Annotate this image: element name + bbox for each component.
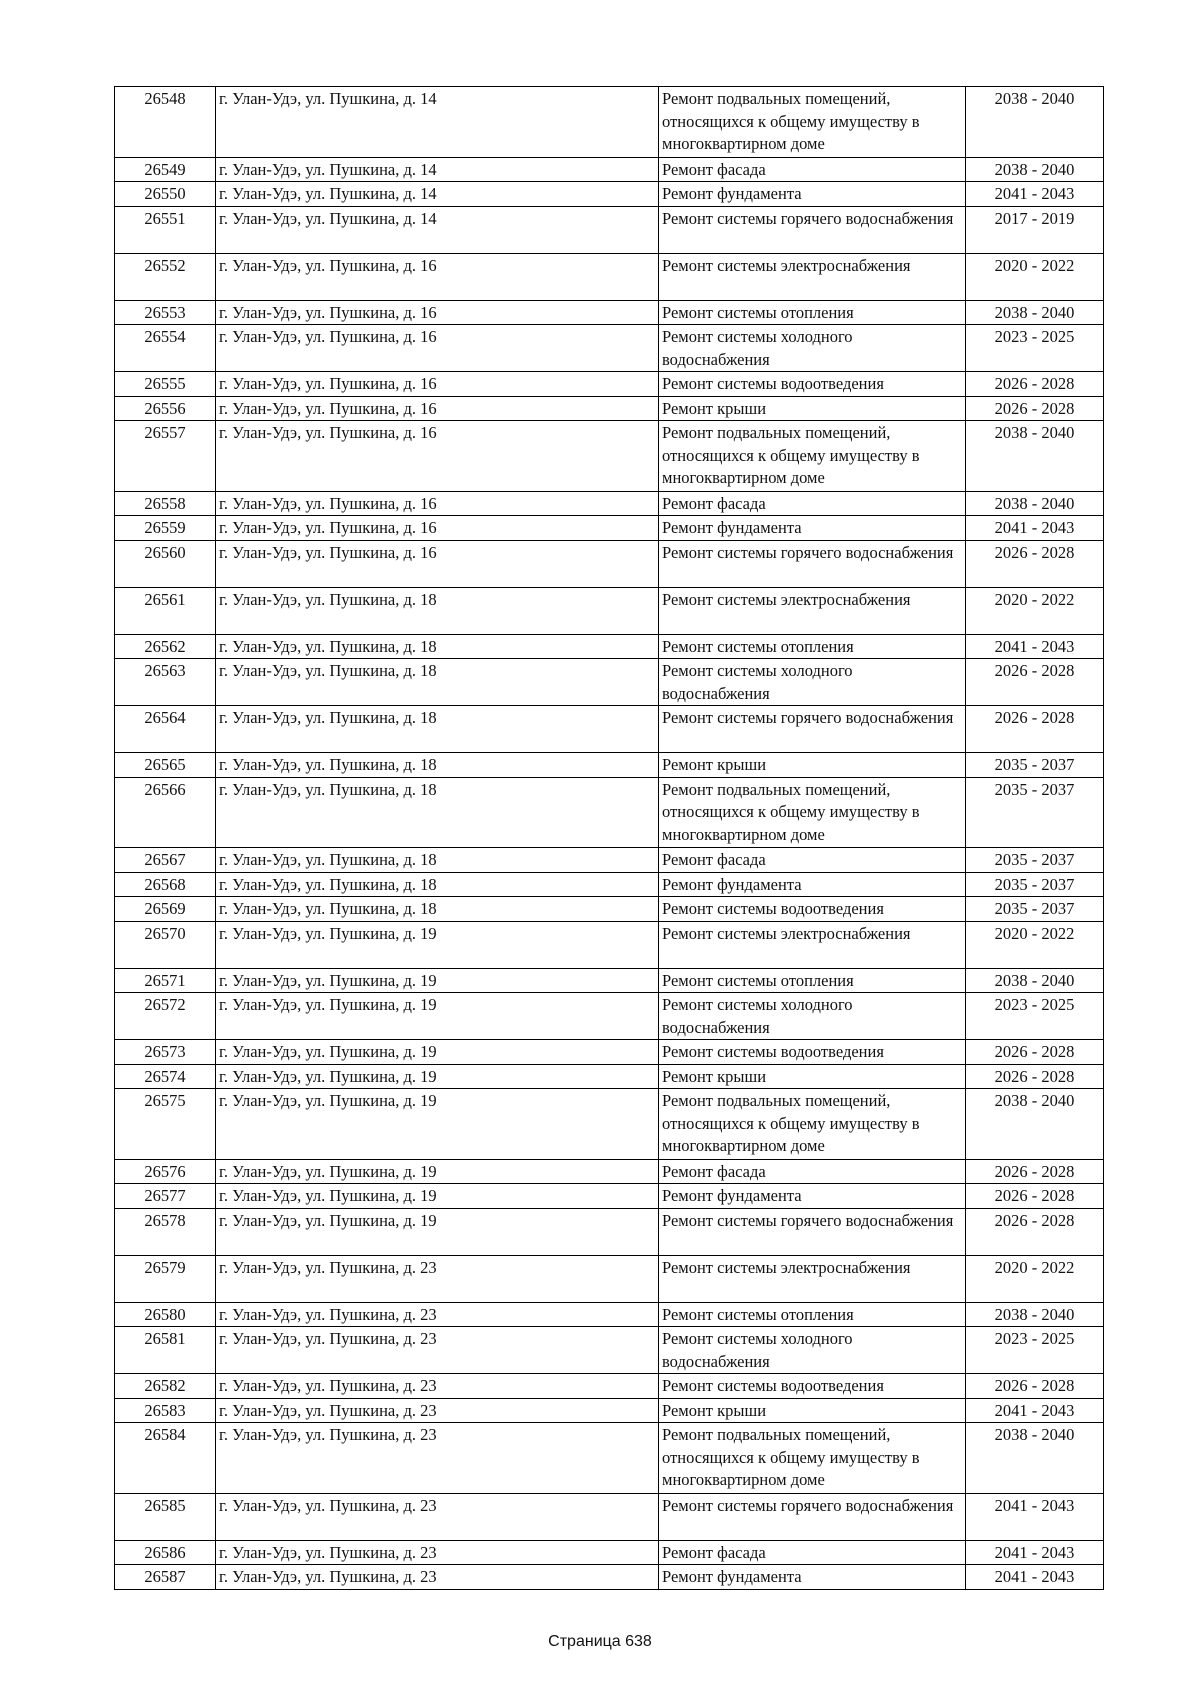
table-row <box>115 1089 1104 1160</box>
period-cell: 2038 - 2040 <box>966 1089 1104 1160</box>
table-row <box>115 1540 1104 1565</box>
table-row <box>115 421 1104 492</box>
object-id-cell: 26550 <box>115 182 216 207</box>
table-row <box>115 516 1104 541</box>
table-row <box>115 1493 1104 1540</box>
work-type-cell: Ремонт подвальных помещений, относящихся к общему имуществу в многоквартирном доме <box>659 777 966 848</box>
object-id-cell: 26571 <box>115 968 216 993</box>
address-cell: г. Улан-Удэ, ул. Пушкина, д. 23 <box>216 1374 659 1399</box>
object-id-cell: 26574 <box>115 1064 216 1089</box>
address-cell: г. Улан-Удэ, ул. Пушкина, д. 16 <box>216 396 659 421</box>
object-id-cell: 26566 <box>115 777 216 848</box>
address-cell: г. Улан-Удэ, ул. Пушкина, д. 16 <box>216 421 659 492</box>
period-cell: 2041 - 2043 <box>966 1398 1104 1423</box>
address-cell: г. Улан-Удэ, ул. Пушкина, д. 16 <box>216 372 659 397</box>
address-cell: г. Улан-Удэ, ул. Пушкина, д. 14 <box>216 182 659 207</box>
period-cell: 2038 - 2040 <box>966 300 1104 325</box>
table-row <box>115 921 1104 968</box>
work-type-cell: Ремонт крыши <box>659 753 966 778</box>
object-id-cell: 26556 <box>115 396 216 421</box>
period-cell: 2020 - 2022 <box>966 1255 1104 1302</box>
address-cell: г. Улан-Удэ, ул. Пушкина, д. 19 <box>216 1089 659 1160</box>
work-type-cell: Ремонт фундамента <box>659 1184 966 1209</box>
repair-schedule-table <box>114 86 1104 1590</box>
table-row <box>115 1255 1104 1302</box>
object-id-cell: 26570 <box>115 921 216 968</box>
address-cell: г. Улан-Удэ, ул. Пушкина, д. 23 <box>216 1398 659 1423</box>
address-cell: г. Улан-Удэ, ул. Пушкина, д. 16 <box>216 516 659 541</box>
object-id-cell: 26583 <box>115 1398 216 1423</box>
period-cell: 2041 - 2043 <box>966 516 1104 541</box>
object-id-cell: 26565 <box>115 753 216 778</box>
work-type-cell: Ремонт фасада <box>659 1159 966 1184</box>
period-cell: 2026 - 2028 <box>966 1184 1104 1209</box>
period-cell: 2026 - 2028 <box>966 1064 1104 1089</box>
work-type-cell: Ремонт системы электроснабжения <box>659 921 966 968</box>
table-row <box>115 1302 1104 1327</box>
address-cell: г. Улан-Удэ, ул. Пушкина, д. 18 <box>216 587 659 634</box>
object-id-cell: 26584 <box>115 1423 216 1494</box>
address-cell: г. Улан-Удэ, ул. Пушкина, д. 16 <box>216 253 659 300</box>
object-id-cell: 26552 <box>115 253 216 300</box>
work-type-cell: Ремонт системы холодного водоснабжения <box>659 993 966 1040</box>
address-cell: г. Улан-Удэ, ул. Пушкина, д. 16 <box>216 325 659 372</box>
address-cell: г. Улан-Удэ, ул. Пушкина, д. 23 <box>216 1255 659 1302</box>
object-id-cell: 26557 <box>115 421 216 492</box>
address-cell: г. Улан-Удэ, ул. Пушкина, д. 18 <box>216 753 659 778</box>
object-id-cell: 26560 <box>115 540 216 587</box>
table-row <box>115 897 1104 922</box>
work-type-cell: Ремонт системы отопления <box>659 968 966 993</box>
work-type-cell: Ремонт системы горячего водоснабжения <box>659 1208 966 1255</box>
address-cell: г. Улан-Удэ, ул. Пушкина, д. 18 <box>216 634 659 659</box>
period-cell: 2026 - 2028 <box>966 1374 1104 1399</box>
object-id-cell: 26585 <box>115 1493 216 1540</box>
work-type-cell: Ремонт крыши <box>659 1398 966 1423</box>
work-type-cell: Ремонт системы холодного водоснабжения <box>659 659 966 706</box>
work-type-cell: Ремонт крыши <box>659 396 966 421</box>
work-type-cell: Ремонт системы водоотведения <box>659 1374 966 1399</box>
table-row <box>115 777 1104 848</box>
table-row <box>115 182 1104 207</box>
table-row <box>115 1208 1104 1255</box>
address-cell: г. Улан-Удэ, ул. Пушкина, д. 23 <box>216 1540 659 1565</box>
address-cell: г. Улан-Удэ, ул. Пушкина, д. 16 <box>216 540 659 587</box>
address-cell: г. Улан-Удэ, ул. Пушкина, д. 19 <box>216 1184 659 1209</box>
work-type-cell: Ремонт фасада <box>659 848 966 873</box>
period-cell: 2041 - 2043 <box>966 1493 1104 1540</box>
table-row <box>115 587 1104 634</box>
table-row <box>115 1064 1104 1089</box>
table-row <box>115 372 1104 397</box>
period-cell: 2020 - 2022 <box>966 253 1104 300</box>
work-type-cell: Ремонт системы горячего водоснабжения <box>659 1493 966 1540</box>
object-id-cell: 26548 <box>115 87 216 158</box>
work-type-cell: Ремонт фасада <box>659 491 966 516</box>
page-number: Страница 638 <box>548 1633 652 1650</box>
table-row <box>115 659 1104 706</box>
object-id-cell: 26554 <box>115 325 216 372</box>
address-cell: г. Улан-Удэ, ул. Пушкина, д. 23 <box>216 1327 659 1374</box>
table-row <box>115 1040 1104 1065</box>
work-type-cell: Ремонт системы горячего водоснабжения <box>659 540 966 587</box>
object-id-cell: 26562 <box>115 634 216 659</box>
work-type-cell: Ремонт фундамента <box>659 516 966 541</box>
work-type-cell: Ремонт системы водоотведения <box>659 897 966 922</box>
work-type-cell: Ремонт системы отопления <box>659 300 966 325</box>
table-row <box>115 993 1104 1040</box>
period-cell: 2020 - 2022 <box>966 587 1104 634</box>
address-cell: г. Улан-Удэ, ул. Пушкина, д. 23 <box>216 1565 659 1590</box>
work-type-cell: Ремонт системы водоотведения <box>659 1040 966 1065</box>
table-row <box>115 87 1104 158</box>
object-id-cell: 26553 <box>115 300 216 325</box>
work-type-cell: Ремонт системы холодного водоснабжения <box>659 1327 966 1374</box>
period-cell: 2041 - 2043 <box>966 1565 1104 1590</box>
work-type-cell: Ремонт системы электроснабжения <box>659 587 966 634</box>
table-row <box>115 872 1104 897</box>
period-cell: 2026 - 2028 <box>966 1159 1104 1184</box>
work-type-cell: Ремонт фасада <box>659 157 966 182</box>
object-id-cell: 26569 <box>115 897 216 922</box>
period-cell: 2038 - 2040 <box>966 1302 1104 1327</box>
address-cell: г. Улан-Удэ, ул. Пушкина, д. 18 <box>216 659 659 706</box>
address-cell: г. Улан-Удэ, ул. Пушкина, д. 18 <box>216 848 659 873</box>
period-cell: 2026 - 2028 <box>966 659 1104 706</box>
work-type-cell: Ремонт подвальных помещений, относящихся к общему имуществу в многоквартирном доме <box>659 1423 966 1494</box>
object-id-cell: 26563 <box>115 659 216 706</box>
object-id-cell: 26567 <box>115 848 216 873</box>
work-type-cell: Ремонт системы горячего водоснабжения <box>659 706 966 753</box>
table-row <box>115 1327 1104 1374</box>
period-cell: 2026 - 2028 <box>966 372 1104 397</box>
period-cell: 2038 - 2040 <box>966 421 1104 492</box>
object-id-cell: 26572 <box>115 993 216 1040</box>
period-cell: 2041 - 2043 <box>966 634 1104 659</box>
table-row <box>115 1423 1104 1494</box>
work-type-cell: Ремонт системы отопления <box>659 634 966 659</box>
period-cell: 2041 - 2043 <box>966 182 1104 207</box>
period-cell: 2035 - 2037 <box>966 753 1104 778</box>
table-row <box>115 325 1104 372</box>
period-cell: 2038 - 2040 <box>966 491 1104 516</box>
period-cell: 2035 - 2037 <box>966 848 1104 873</box>
object-id-cell: 26564 <box>115 706 216 753</box>
table-row <box>115 1159 1104 1184</box>
address-cell: г. Улан-Удэ, ул. Пушкина, д. 14 <box>216 206 659 253</box>
address-cell: г. Улан-Удэ, ул. Пушкина, д. 18 <box>216 897 659 922</box>
period-cell: 2026 - 2028 <box>966 706 1104 753</box>
table-row <box>115 753 1104 778</box>
object-id-cell: 26582 <box>115 1374 216 1399</box>
object-id-cell: 26568 <box>115 872 216 897</box>
work-type-cell: Ремонт системы электроснабжения <box>659 253 966 300</box>
address-cell: г. Улан-Удэ, ул. Пушкина, д. 18 <box>216 872 659 897</box>
period-cell: 2026 - 2028 <box>966 1040 1104 1065</box>
address-cell: г. Улан-Удэ, ул. Пушкина, д. 16 <box>216 491 659 516</box>
address-cell: г. Улан-Удэ, ул. Пушкина, д. 19 <box>216 1064 659 1089</box>
table-row <box>115 634 1104 659</box>
period-cell: 2038 - 2040 <box>966 87 1104 158</box>
table-row <box>115 540 1104 587</box>
period-cell: 2035 - 2037 <box>966 872 1104 897</box>
address-cell: г. Улан-Удэ, ул. Пушкина, д. 19 <box>216 1040 659 1065</box>
work-type-cell: Ремонт системы водоотведения <box>659 372 966 397</box>
address-cell: г. Улан-Удэ, ул. Пушкина, д. 19 <box>216 1159 659 1184</box>
object-id-cell: 26580 <box>115 1302 216 1327</box>
object-id-cell: 26561 <box>115 587 216 634</box>
work-type-cell: Ремонт системы холодного водоснабжения <box>659 325 966 372</box>
address-cell: г. Улан-Удэ, ул. Пушкина, д. 19 <box>216 921 659 968</box>
work-type-cell: Ремонт системы отопления <box>659 1302 966 1327</box>
table-row <box>115 253 1104 300</box>
object-id-cell: 26549 <box>115 157 216 182</box>
object-id-cell: 26551 <box>115 206 216 253</box>
work-type-cell: Ремонт крыши <box>659 1064 966 1089</box>
object-id-cell: 26576 <box>115 1159 216 1184</box>
period-cell: 2038 - 2040 <box>966 968 1104 993</box>
period-cell: 2020 - 2022 <box>966 921 1104 968</box>
work-type-cell: Ремонт подвальных помещений, относящихся к общему имуществу в многоквартирном доме <box>659 87 966 158</box>
address-cell: г. Улан-Удэ, ул. Пушкина, д. 14 <box>216 87 659 158</box>
period-cell: 2038 - 2040 <box>966 1423 1104 1494</box>
period-cell: 2026 - 2028 <box>966 396 1104 421</box>
object-id-cell: 26586 <box>115 1540 216 1565</box>
period-cell: 2023 - 2025 <box>966 325 1104 372</box>
period-cell: 2023 - 2025 <box>966 1327 1104 1374</box>
object-id-cell: 26555 <box>115 372 216 397</box>
object-id-cell: 26579 <box>115 1255 216 1302</box>
object-id-cell: 26558 <box>115 491 216 516</box>
table-row <box>115 706 1104 753</box>
address-cell: г. Улан-Удэ, ул. Пушкина, д. 16 <box>216 300 659 325</box>
work-type-cell: Ремонт фундамента <box>659 1565 966 1590</box>
object-id-cell: 26587 <box>115 1565 216 1590</box>
address-cell: г. Улан-Удэ, ул. Пушкина, д. 18 <box>216 706 659 753</box>
object-id-cell: 26581 <box>115 1327 216 1374</box>
object-id-cell: 26575 <box>115 1089 216 1160</box>
table-row <box>115 848 1104 873</box>
period-cell: 2035 - 2037 <box>966 897 1104 922</box>
period-cell: 2026 - 2028 <box>966 1208 1104 1255</box>
table-row <box>115 157 1104 182</box>
table-row <box>115 396 1104 421</box>
table-row <box>115 1184 1104 1209</box>
period-cell: 2026 - 2028 <box>966 540 1104 587</box>
work-type-cell: Ремонт фундамента <box>659 182 966 207</box>
object-id-cell: 26577 <box>115 1184 216 1209</box>
period-cell: 2023 - 2025 <box>966 993 1104 1040</box>
table-row <box>115 968 1104 993</box>
address-cell: г. Улан-Удэ, ул. Пушкина, д. 19 <box>216 1208 659 1255</box>
address-cell: г. Улан-Удэ, ул. Пушкина, д. 23 <box>216 1302 659 1327</box>
period-cell: 2017 - 2019 <box>966 206 1104 253</box>
work-type-cell: Ремонт подвальных помещений, относящихся к общему имуществу в многоквартирном доме <box>659 421 966 492</box>
object-id-cell: 26578 <box>115 1208 216 1255</box>
object-id-cell: 26573 <box>115 1040 216 1065</box>
table-row <box>115 491 1104 516</box>
work-type-cell: Ремонт фундамента <box>659 872 966 897</box>
table-row <box>115 206 1104 253</box>
table-row <box>115 1398 1104 1423</box>
address-cell: г. Улан-Удэ, ул. Пушкина, д. 18 <box>216 777 659 848</box>
period-cell: 2035 - 2037 <box>966 777 1104 848</box>
work-type-cell: Ремонт подвальных помещений, относящихся к общему имуществу в многоквартирном доме <box>659 1089 966 1160</box>
table-row <box>115 1565 1104 1590</box>
address-cell: г. Улан-Удэ, ул. Пушкина, д. 23 <box>216 1493 659 1540</box>
period-cell: 2038 - 2040 <box>966 157 1104 182</box>
table-row <box>115 300 1104 325</box>
object-id-cell: 26559 <box>115 516 216 541</box>
address-cell: г. Улан-Удэ, ул. Пушкина, д. 19 <box>216 993 659 1040</box>
address-cell: г. Улан-Удэ, ул. Пушкина, д. 19 <box>216 968 659 993</box>
table-body <box>115 87 1104 1590</box>
address-cell: г. Улан-Удэ, ул. Пушкина, д. 23 <box>216 1423 659 1494</box>
table-row <box>115 1374 1104 1399</box>
period-cell: 2041 - 2043 <box>966 1540 1104 1565</box>
work-type-cell: Ремонт системы горячего водоснабжения <box>659 206 966 253</box>
address-cell: г. Улан-Удэ, ул. Пушкина, д. 14 <box>216 157 659 182</box>
work-type-cell: Ремонт системы электроснабжения <box>659 1255 966 1302</box>
work-type-cell: Ремонт фасада <box>659 1540 966 1565</box>
